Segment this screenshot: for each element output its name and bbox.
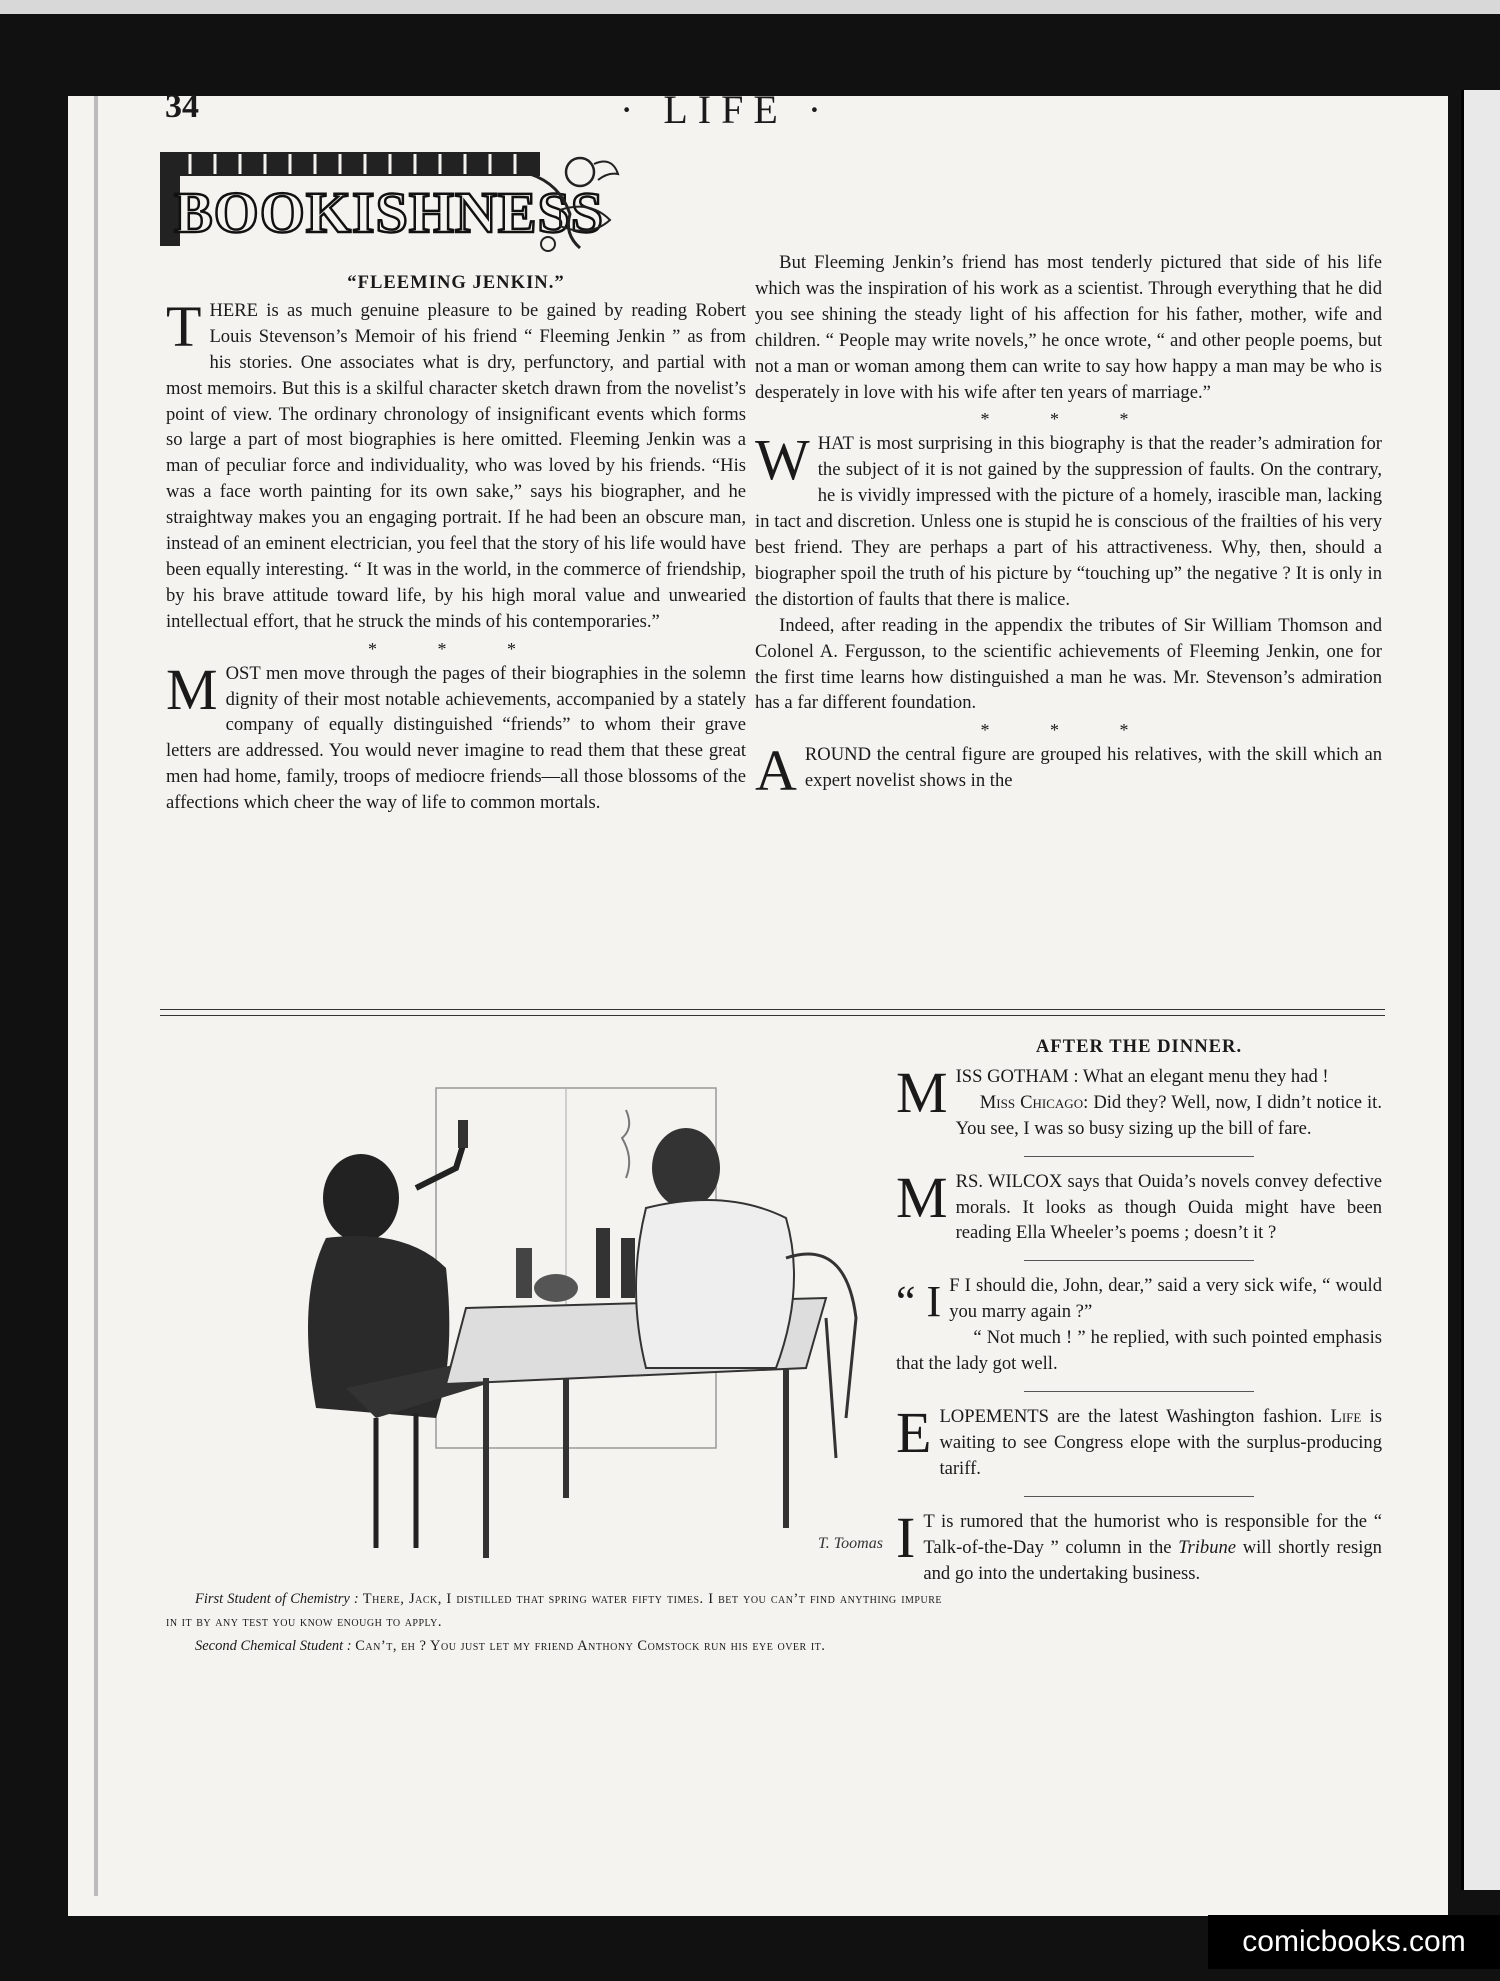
drop-cap: W xyxy=(755,427,810,493)
joke-text: will shortly resign and go into the undertaking business. xyxy=(923,1536,1382,1584)
bookishness-title: BOOKISHNESS xyxy=(174,180,605,245)
paragraph-text: ROUND the central figure are grouped his relatives, with the skill which an expert novelist shows in the xyxy=(804,744,1382,792)
cartoon-caption xyxy=(166,1588,942,1658)
joke-separator xyxy=(1024,1156,1254,1157)
page-number: 34 xyxy=(165,88,199,125)
caption-line xyxy=(166,1635,942,1658)
drop-cap: A xyxy=(755,738,797,804)
caption-dialogue: Can’t, eh ? You just let my friend Anthony Comstock run his eye over it. xyxy=(355,1637,826,1654)
article-paragraph: Indeed, after reading in the appendix the tributes of Sir William Thomson and Colonel A. Fergusson, to the scientific achievements of Fleeming Jenkin, one for the first time learns how distinguished a man he was. Mr. Stevenson’s admiration has a far different foundation. xyxy=(755,614,1382,714)
joke-text: ISS GOTHAM : What an elegant menu they had ! xyxy=(955,1065,1329,1087)
drop-cap: M xyxy=(896,1059,948,1125)
joke-separator xyxy=(1024,1260,1254,1261)
life-name: Life xyxy=(1330,1405,1362,1427)
drop-cap: M xyxy=(166,656,218,722)
drop-cap: T xyxy=(166,293,202,359)
tribune-name: Tribune xyxy=(1178,1536,1237,1558)
caption-speaker: Second Chemical Student : xyxy=(195,1637,352,1654)
joke-text: : Did they? Well, now, I didn’t notice it. You see, I was so busy sizing up the bill of fare. xyxy=(955,1091,1382,1139)
adjacent-page-strip xyxy=(1461,90,1500,1890)
page-edge-shadow xyxy=(94,96,98,1896)
drop-cap: M xyxy=(896,1164,948,1230)
joke-paragraph xyxy=(896,1273,1382,1325)
site-watermark: comicbooks.com xyxy=(1208,1915,1500,1969)
joke-speaker: Miss Chicago xyxy=(979,1091,1084,1113)
joke-paragraph xyxy=(896,1090,1382,1142)
drop-cap: “ I xyxy=(896,1277,942,1327)
artist-signature: T. Toomas xyxy=(818,1535,883,1552)
joke-text: T is rumored that the humorist who is responsible for the “ Talk-of-the-Day ” column in the xyxy=(923,1510,1382,1558)
joke-paragraph xyxy=(896,1504,1382,1587)
drop-cap: E xyxy=(896,1399,932,1465)
article-paragraph xyxy=(755,738,1382,804)
joke-paragraph: “ Not much ! ” he replied, with such pointed emphasis that the lady got well. xyxy=(896,1327,1382,1375)
article-paragraph xyxy=(166,293,746,635)
section-stars: * * * xyxy=(980,720,1157,741)
joke-paragraph xyxy=(896,1399,1382,1482)
joke-text: LOPEMENTS are the latest Washington fashion. xyxy=(939,1405,1323,1427)
section-stars: * * * xyxy=(368,638,544,659)
joke-text: is waiting to see Congress elope with the surplus-producing tariff. xyxy=(939,1405,1382,1479)
paragraph-text: HERE is as much genuine pleasure to be gained by reading Robert Louis Stevenson’s Memoir of his friend “ Fleeming Jenkin ” as from his stories. One associates what is dry, perfunctory, and partial with most memoirs. But this is a skilful character sketch drawn from the novelist’s point of view. The ordinary chronology of insignificant events which forms so large a part of most biographies is here omitted. Fleeming Jenkin was a man of peculiar force and individuality, who was loved by his friends. “His was a face worth painting for its own sake,” says his biographer, and he straightway makes you an engaging portrait. If he had been an obscure man, instead of an eminent electrician, you feel that the story of his life would have been equally interesting. “ It was in the world, in the commerce of friendship, by his brave attitude toward life, by his high moral value and unwearied intellectual effort, that he struck the minds of his contemporaries.” xyxy=(166,299,746,632)
article-paragraph: But Fleeming Jenkin’s friend has most tenderly pictured that side of his life which was the inspiration of his work as a scientist. Through everything that he did you see shining the steady light of his affection for his father, mother, wife and children. “ People may write novels,” he once wrote, “ and other people poems, but not a man or woman among them can write to say how happy a man may be who is desperately in love with his wife after ten years of marriage.” xyxy=(755,252,1382,403)
sidebar-jokes xyxy=(896,1034,1382,1586)
article-paragraph xyxy=(755,427,1382,612)
joke-text: F I should die, John, dear,” said a very sick wife, “ would you marry again ?” xyxy=(949,1275,1382,1323)
caption-speaker: First Student of Chemistry : xyxy=(195,1591,359,1607)
chemistry-students-illustration xyxy=(266,1058,942,1568)
drop-cap: I xyxy=(896,1504,916,1570)
article-column-left xyxy=(166,270,746,816)
joke-text: RS. WILCOX says that Ouida’s novels convey defective morals. It looks as though Ouida might have been reading Ella Wheeler’s poems ; doesn’t it ? xyxy=(955,1170,1382,1244)
section-stars: * * * xyxy=(980,409,1157,430)
bookishness-banner xyxy=(160,150,626,260)
article-column-right xyxy=(755,250,1382,804)
scan-border-top xyxy=(0,0,1500,14)
caption-line xyxy=(166,1588,942,1635)
article-title: “FLEEMING JENKIN.” xyxy=(347,272,565,293)
paragraph-text: HAT is most surprising in this biography is that the reader’s admiration for the subject of it is not gained by the suppression of faults. On the contrary, he is vividly impressed with the picture of a homely, irascible man, lacking in tact and discretion. Unless one is stupid he is conscious of the frailties of his very best friend. They are perhaps a part of his attractiveness. Why, then, should a biographer spoil the truth of his picture by “touching up” the negative ? It is only in the distortion of faults that there is malice. xyxy=(755,433,1382,610)
sidebar-title: AFTER THE DINNER. xyxy=(1035,1036,1243,1057)
joke-separator xyxy=(1024,1496,1254,1497)
masthead: · LIFE · xyxy=(620,87,832,132)
joke-paragraph xyxy=(896,1164,1382,1247)
article-paragraph xyxy=(166,656,746,816)
paragraph-text: OST men move through the pages of their biographies in the solemn dignity of their most notable achievements, accompanied by a stately company of equally distinguished “friends” to whom their grave letters are addressed. You would never imagine to read them that these great men had home, family, troops of mediocre friends—all those blossoms of the affections which cheer the way of life to common mortals. xyxy=(166,662,746,814)
section-divider xyxy=(160,1009,1385,1016)
caption-dialogue: There, Jack, I distilled that spring water fifty times. I bet you can’t find anything impure in it by any test you know enough to apply. xyxy=(166,1591,942,1631)
joke-separator xyxy=(1024,1391,1254,1392)
